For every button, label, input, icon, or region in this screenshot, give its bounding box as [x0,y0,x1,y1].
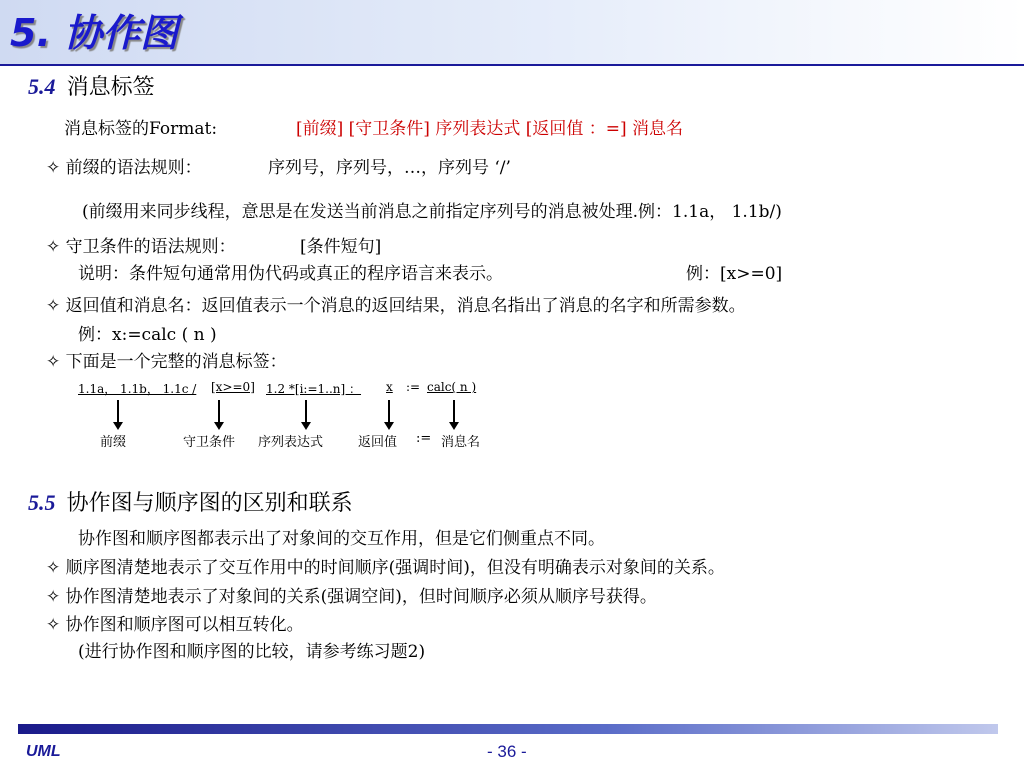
section-number: 5.4 [28,74,56,99]
section-5-4-heading [28,70,155,101]
format-label: 消息标签的Format: [64,119,218,139]
label-return: 返回值 [358,435,398,450]
prefix-rule-label: ✧ 前缀的语法规则： [46,158,202,178]
footer-bar [18,724,998,734]
arrow-guard-icon [218,400,220,424]
slide-title: 5. 协作图 [10,11,179,55]
arrow-sequence-icon [305,400,307,424]
section-title: 消息标签 [66,75,155,100]
example-return: x [386,380,393,394]
format-value: [前缀] [守卫条件] 序列表达式 [返回值 ：=] 消息名 [296,119,684,139]
s55-note: (进行协作图和顺序图的比较，请参考练习题2) [78,642,426,662]
arrow-return-icon [388,400,390,424]
guard-example: 例：[x>=0] [686,264,783,284]
label-sequence: 序列表达式 [258,435,324,450]
prefix-note: (前缀用来同步线程，意思是在发送当前消息之前指定序列号的消息被处理.例：1.1a， 1.1b/) [82,202,782,222]
prefix-rule-value: 序列号，序列号，…，序列号 ‘/’ [268,158,511,178]
label-name: 消息名 [441,435,481,450]
section-title: 协作图与顺序图的区别和联系 [66,491,353,516]
s55-bullet-1: ✧ 顺序图清楚地表示了交互作用中的时间顺序(强调时间)，但没有明确表示对象间的关系。 [46,558,725,578]
label-prefix: 前缀 [100,435,127,450]
label-guard: 守卫条件 [183,435,236,450]
s55-intro: 协作图和顺序图都表示出了对象间的交互作用，但是它们侧重点不同。 [78,529,605,549]
guard-rule-value: [条件短句] [300,237,382,257]
return-example: 例：x:=calc ( n ) [78,325,217,345]
label-assign: := [416,431,432,446]
example-prefix: 1.1a， 1.1b， 1.1c / [78,382,197,396]
s55-bullet-3: ✧ 协作图和顺序图可以相互转化。 [46,615,304,635]
section-number: 5.5 [28,490,56,515]
example-guard: [x>=0] [211,380,255,394]
footer-course: UML [26,743,61,760]
example-name: calc( n ) [427,380,477,394]
guard-note: 说明：条件短句通常用伪代码或真正的程序语言来表示。 [78,264,503,284]
complete-label: ✧ 下面是一个完整的消息标签： [46,352,287,372]
arrow-prefix-icon [117,400,119,424]
example-assign: := [406,380,421,394]
return-rule: ✧ 返回值和消息名：返回值表示一个消息的返回结果，消息名指出了消息的名字和所需参数。 [46,296,746,316]
title-bar [0,0,1024,66]
arrow-name-icon [453,400,455,424]
page-number: - 36 - [487,742,527,761]
example-sequence: 1.2 *[i:=1..n] ： [266,382,362,396]
s55-bullet-2: ✧ 协作图清楚地表示了对象间的关系(强调空间)，但时间顺序必须从顺序号获得。 [46,587,657,607]
section-5-5-heading [28,486,353,517]
guard-rule-label: ✧ 守卫条件的语法规则： [46,237,236,257]
